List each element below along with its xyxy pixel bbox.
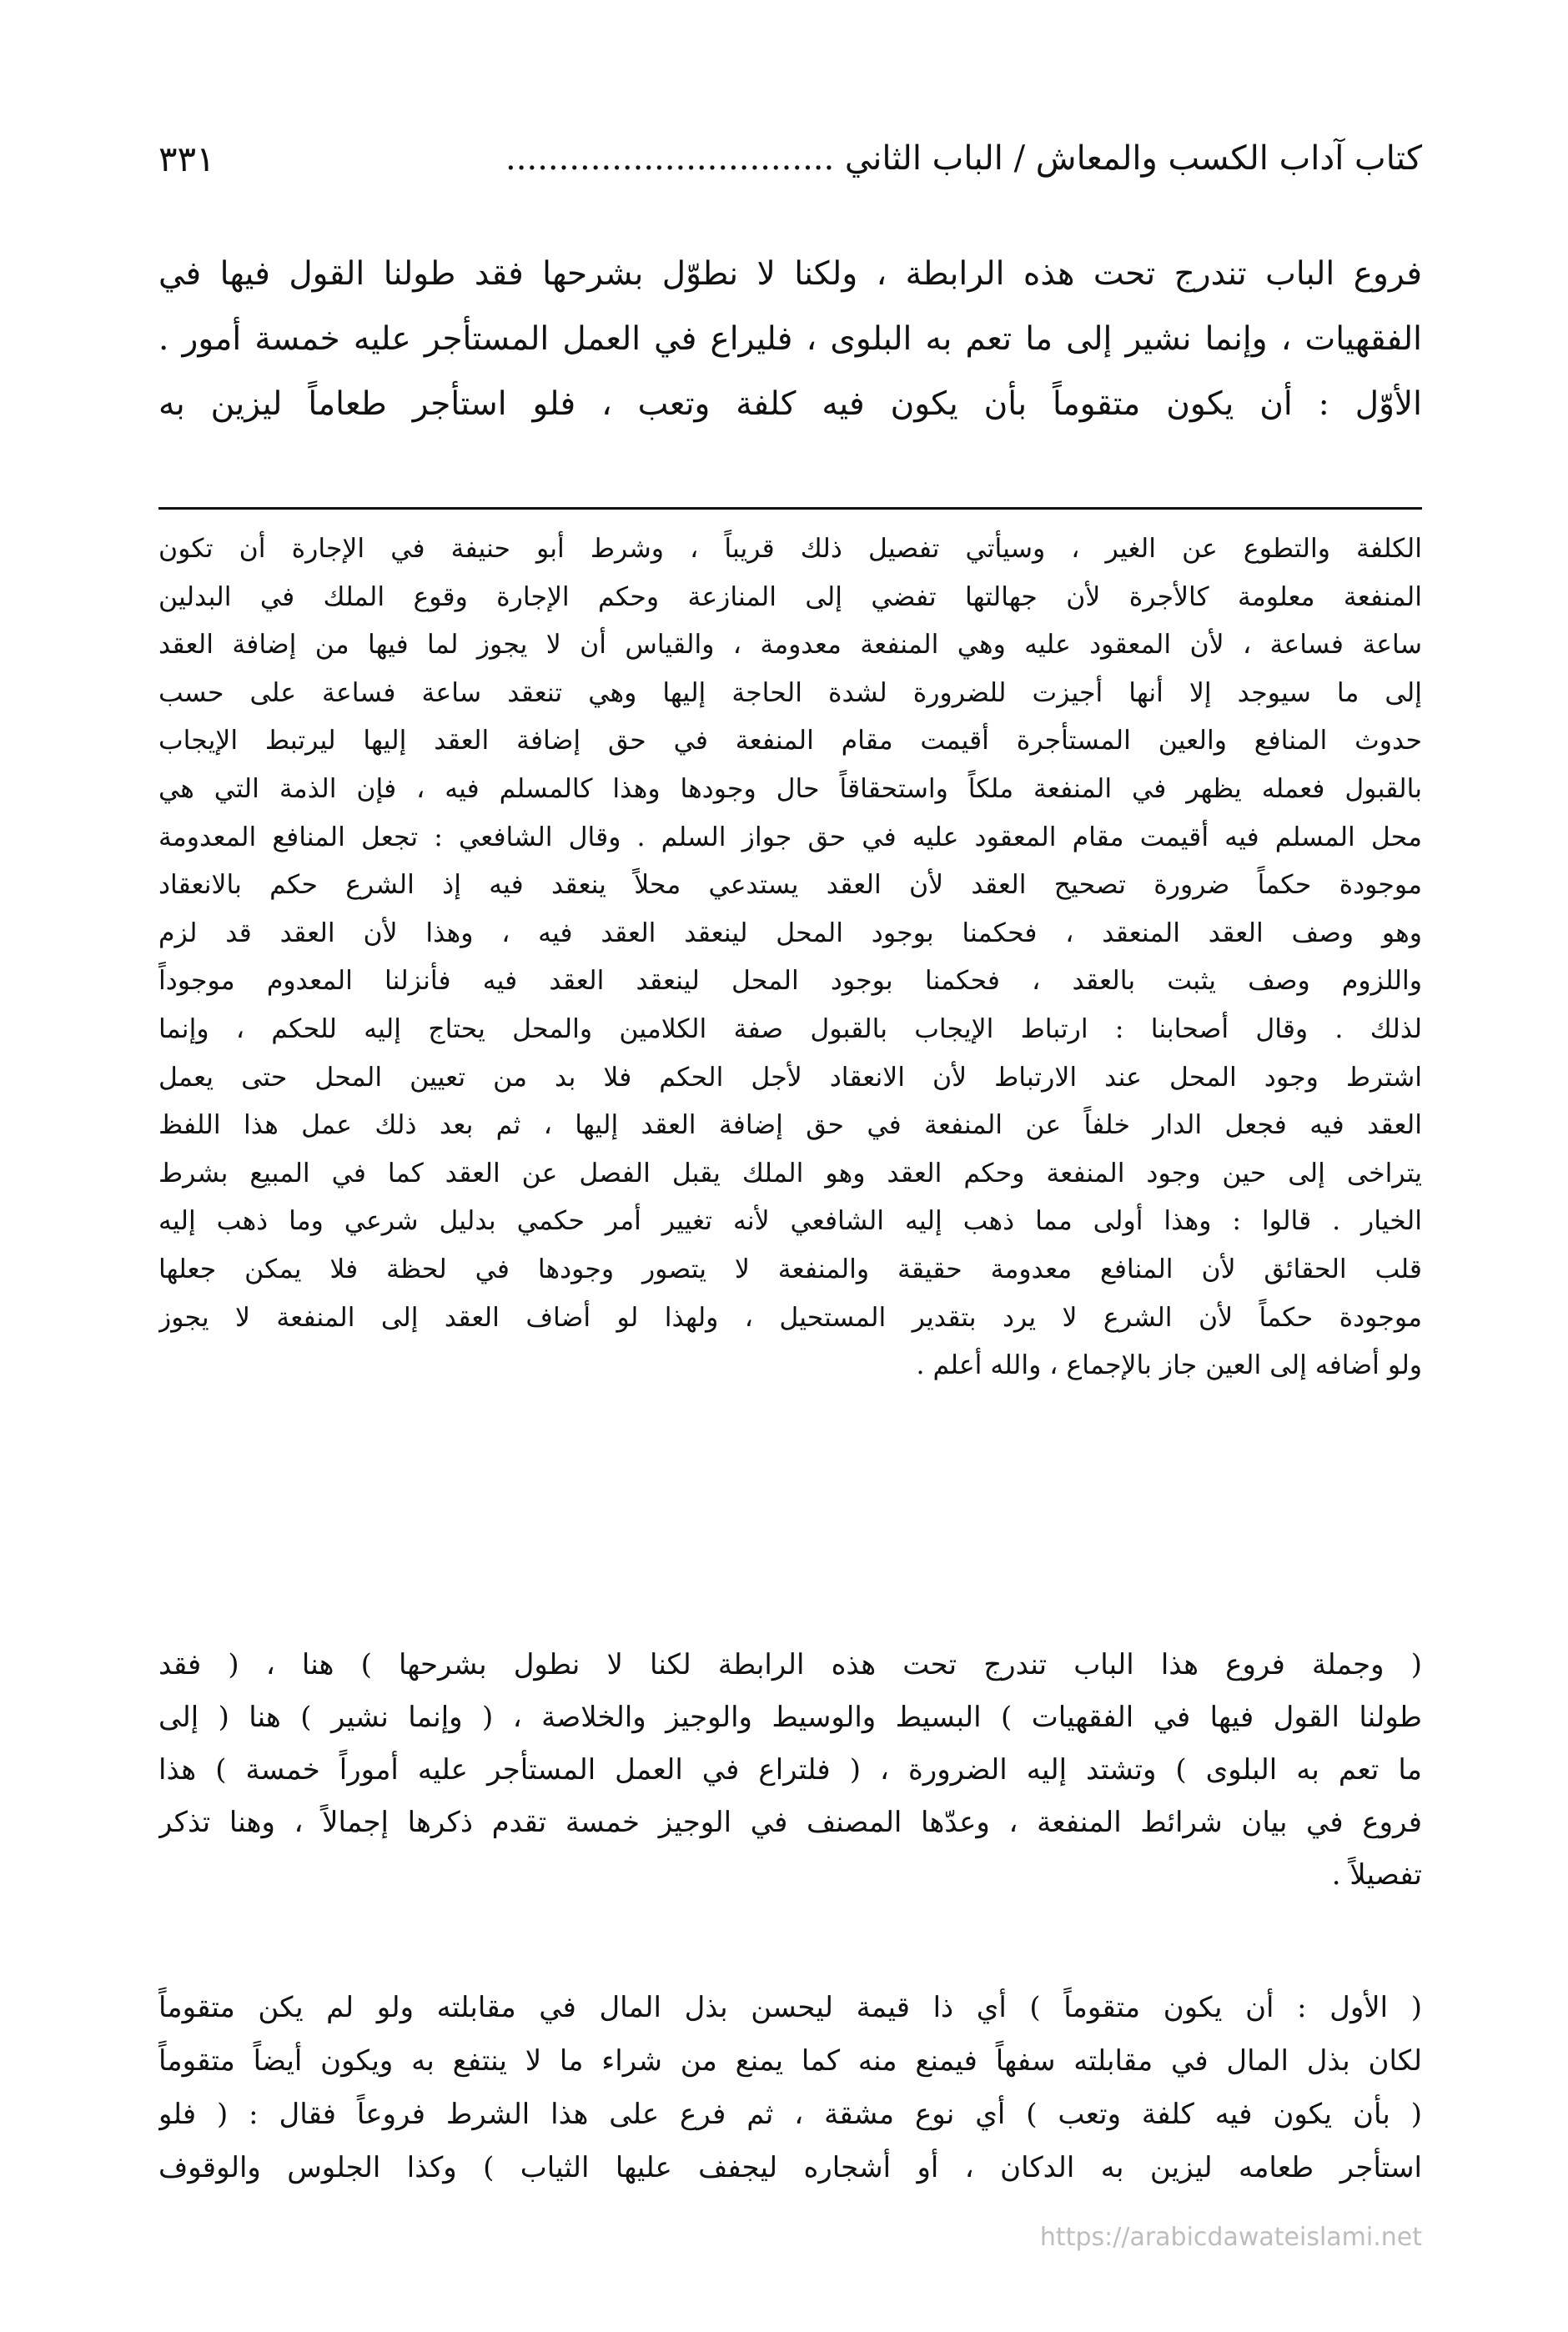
footnote-line: موجودة حكماً لأن الشرع لا يرد بتقدير المستحيل ، ولهذا لو أضاف العقد إلى المنفعة لا يجوز	[158, 1302, 1422, 1333]
commentary-line: ( الأول : أن يكون متقوماً ) أي ذا قيمة ليحسن بذل المال في مقابلته ولو لم يكن متقوماً	[158, 1991, 1422, 2024]
watermark: https://arabicdawateislami.net	[1039, 2223, 1422, 2252]
footnote-line: الكلفة والتطوع عن الغير ، وسيأتي تفصيل ذلك قريباً ، وشرط أبو حنيفة في الإجارة أن تكون	[158, 534, 1422, 564]
footnote-line: يتراخى إلى حين وجود المنفعة وحكم العقد وهو الملك يقبل الفصل عن العقد كما في المبيع بشرط	[158, 1158, 1422, 1189]
footnote-line: قلب الحقائق لأن المنافع معدومة حقيقة والمنفعة لا يتصور وجودها في لحظة فلا يمكن جعلها	[158, 1254, 1422, 1284]
commentary-paragraph	[158, 1639, 1422, 1902]
commentary-line: ( وجملة فروع هذا الباب تندرج تحت هذه الرابطة لكنا لا نطول بشرحها ) هنا ، ( فقد	[158, 1648, 1422, 1681]
footnote	[158, 525, 1422, 1390]
commentary-paragraph	[158, 1981, 1422, 2194]
footnote-line: بالقبول فعمله يظهر في المنفعة ملكاً واستحقاقاً حال وجودها وهذا كالمسلم فيه ، فإن الذمة التي هي	[158, 773, 1422, 804]
footnote-line: اشترط وجود المحل عند الارتباط لأن الانعقاد لأجل الحكم فلا بد من تعيين المحل حتى يعمل	[158, 1062, 1422, 1093]
footnote-line: وهو وصف العقد المنعقد ، فحكمنا بوجود المحل لينعقد العقد فيه ، وهذا لأن العقد قد لزم	[158, 917, 1422, 948]
footnote-line: المنفعة معلومة كالأجرة لأن جهالتها تفضي إلى المنازعة وحكم الإجارة وقوع الملك في البدلين	[158, 581, 1422, 612]
footnote-line: واللزوم وصف يثبت بالعقد ، فحكمنا بوجود المحل لينعقد العقد فيه فأنزلنا المعدوم موجوداً	[158, 966, 1422, 997]
footnote-line: لذلك . وقال أصحابنا : ارتباط الإيجاب بالقبول صفة الكلامين والمحل يحتاج إليه للحكم ، وإنما	[158, 1013, 1422, 1044]
commentary-line: ما تعم به البلوى ) وتشتد إليه الضرورة ، ( فلتراع في العمل المستأجر عليه أموراً خمسة ) هذا	[158, 1753, 1422, 1787]
commentary-line: فروع في بيان شرائط المنفعة ، وعدّها المصنف في الوجيز خمسة تقدم ذكرها إجمالاً ، وهنا تذكر	[158, 1806, 1422, 1839]
commentary-line: ( بأن يكون فيه كلفة وتعب ) أي نوع مشقة ، ثم فرع على هذا الشرط فروعاً فقال : ( فلو	[158, 2098, 1422, 2131]
footnote-line: حدوث المنافع والعين المستأجرة أقيمت مقام المنفعة في حق إضافة العقد إليها ليرتبط الإيجاب	[158, 726, 1422, 756]
commentary-line: تفصيلاً .	[1331, 1858, 1422, 1892]
footnote-line: إلى ما سيوجد إلا أنها أجيزت للضرورة لشدة الحاجة إليها وهي تنعقد ساعة فساعة على حسب	[158, 677, 1422, 708]
main-text-line: فروع الباب تندرج تحت هذه الرابطة ، ولكنا لا نطوّل بشرحها فقد طولنا القول فيها في	[158, 255, 1422, 293]
main-text-line: الأوّل : أن يكون متقوماً بأن يكون فيه كلفة وتعب ، فلو استأجر طعاماً ليزين به	[158, 385, 1422, 423]
running-header	[158, 125, 1422, 192]
page-number: ٣٣١	[158, 138, 215, 179]
footnote-line: ساعة فساعة ، لأن المعقود عليه وهي المنفعة معدومة ، والقياس أن لا يجوز لما فيها من إضافة العقد	[158, 630, 1422, 661]
commentary-line: طولنا القول فيها في الفقهيات ) البسيط والوسيط والوجيز والخلاصة ، ( وإنما نشير ) هنا ( إلى	[158, 1701, 1422, 1734]
chapter-title: كتاب آداب الكسب والمعاش / الباب الثاني ...............................	[505, 139, 1422, 178]
footnote-line: ولو أضافه إلى العين جاز بالإجماع ، والله أعلم .	[916, 1350, 1422, 1381]
footnote-line: موجودة حكماً ضرورة تصحيح العقد لأن العقد يستدعي محلاً ينعقد فيه إذ الشرع حكم بالانعقاد	[158, 870, 1422, 901]
commentary-line: استأجر طعامه ليزين به الدكان ، أو أشجاره ليجفف عليها الثياب ) وكذا الجلوس والوقوف	[158, 2151, 1422, 2184]
footnote-line: العقد فيه فجعل الدار خلفاً عن المنفعة في حق إضافة العقد إليها ، ثم بعد ذلك عمل هذا اللفظ	[158, 1110, 1422, 1141]
footnote-line: الخيار . قالوا : وهذا أولى مما ذهب إليه الشافعي لأنه تغيير أمر حكمي بدليل شرعي وما ذهب إليه	[158, 1206, 1422, 1237]
main-text	[158, 242, 1422, 437]
main-text-line: الفقهيات ، وإنما نشير إلى ما تعم به البلوى ، فليراع في العمل المستأجر عليه خمسة أمور .	[158, 320, 1422, 358]
commentary-line: لكان بذل المال في مقابلته سفهاً فيمنع منه كما يمنع من شراء ما لا ينتفع به ويكون أيضاً متقوماً	[158, 2044, 1422, 2078]
footnote-divider	[158, 507, 1422, 510]
footnote-line: محل المسلم فيه أقيمت مقام المعقود عليه في حق جواز السلم . وقال الشافعي : تجعل المنافع المعدومة	[158, 822, 1422, 852]
